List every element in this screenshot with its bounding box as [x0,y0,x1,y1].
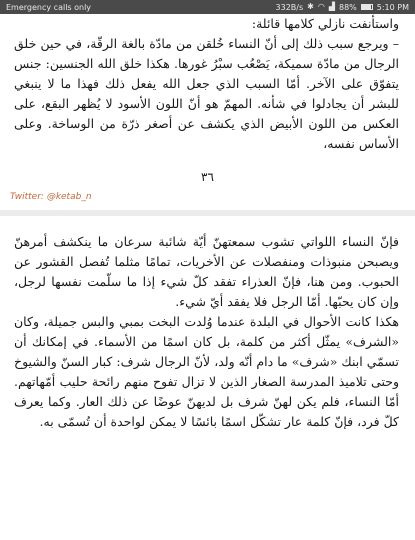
battery-icon [361,4,373,10]
page-number: ٣٦ [201,170,214,184]
status-carrier-text: Emergency calls only [6,2,92,12]
battery-percent: 88% [338,2,357,12]
network-speed: 332B/s [275,2,304,12]
top-page-paragraph: – ويرجع سبب ذلك إلى أنّ النساء خُلقن من مادّة بالغة الرقّة، في حين خلق الرجال من مادّة سميكة، يَصْعُب سبْرُ غورها. هكذا خلق الله الجنسين: جنس يتفوّق على الآخر. أمّا السبب الذي جعل الله يفعل ذلك فهذا ما لا ينبغي للبشر أن يجادلوا في شأنه. المهمّ هو أنّ اللون الأسود لا يُظهر البقع، على العكس من اللون الأبيض الذي يكشف عن أصغر ذرّة من الوساخة. وعلى الأساس نفسه، [14,36,399,151]
book-page-bottom[interactable] [0,216,415,540]
book-page-top[interactable] [0,14,415,210]
twitter-handle-watermark: Twitter: @ketab_n [10,192,92,202]
top-page-text [14,14,399,154]
wifi-icon: ◠ [317,2,325,11]
status-bar [0,0,415,14]
status-right-group [276,3,409,12]
bluetooth-icon: ✱ [307,2,314,11]
battery-fill [362,5,371,9]
clock-time: 5:10 PM [376,2,409,12]
signal-icon: ▟ [328,2,335,11]
bottom-page-paragraph-1: فإنّ النساء اللواتي تشوب سمعتهنّ أيّة شائبة سرعان ما ينكشف أمرهنّ ويصبحن منبوذات ومنفصلات عن الأخريات، تمامًا مثلما تُفصل القشور عن الحبوب. ومن هنا، فإنّ العذراء تفقد كلّ شيء إذا ما سلّمت نفسها لرجل، وإن كان يحبّها. أمّا الرجل فلا يفقد أيّ شيء. [14,234,399,309]
bottom-page-text [14,232,399,432]
top-page-heading-line: واستأنفت نازلي كلامها قائلة: [251,16,399,31]
bottom-page-paragraph-2: هكذا كانت الأحوال في البلدة عندما وُلدت البخت بمبي والبس جميلة، وكان «الشرف» يمثّل أكثر من كلمة، بل كان اسمًا من الأسماء. في إمكانك أن تسمّي ابنك «شرف» ما دام أنّه ولد، لأنّ الرجال شرف: كبار السنّ والشيوخ وحتى تلاميذ المدرسة الصغار الذين لا تزال تفوح منهم رائحة حليب أمّهاتهم. أمّا النساء، فلم يكن لهنّ شرف بل لديهنّ عوضًا عن ذلك العار. وكما يعرف كلّ فرد، فإنّ كلمة عار تشكّل اسمًا بائسًا لا يمكن لواحدة أن تُسمّى به. [14,314,399,429]
